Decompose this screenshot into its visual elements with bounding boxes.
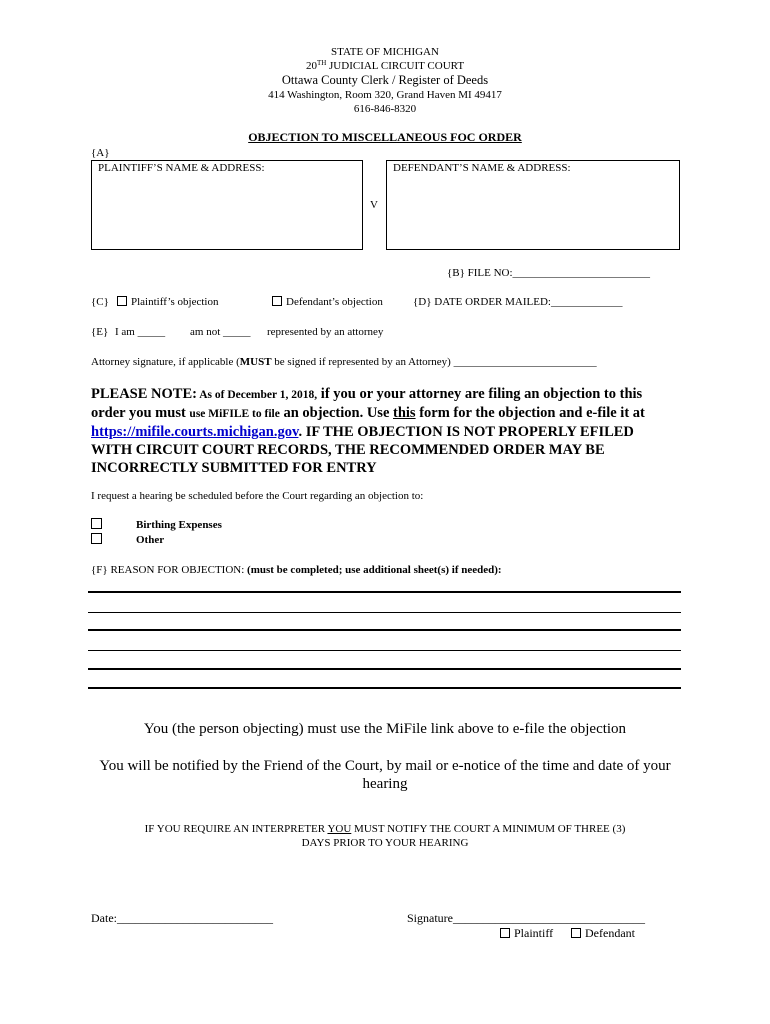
mifile-link[interactable]: https://mifile.courts.michigan.gov xyxy=(91,424,299,440)
plaintiff-name-address-box[interactable] xyxy=(91,160,363,250)
plaintiff-objection-checkbox[interactable] xyxy=(117,296,127,306)
court-header-phone: 616-846-8320 xyxy=(353,103,417,115)
interpreter-notice-line1: IF YOU REQUIRE AN INTERPRETER YOU MUST NOTIFY THE COURT A MINIMUM OF THREE (3) xyxy=(144,823,626,835)
section-a-tag: {A} xyxy=(91,147,110,159)
court-header-clerk: Ottawa County Clerk / Register of Deeds xyxy=(281,73,489,87)
court-header-circuit: 20TH JUDICIAL CIRCUIT COURT xyxy=(305,59,465,72)
reason-line[interactable] xyxy=(88,650,681,651)
form-title: OBJECTION TO MISCELLANEOUS FOC ORDER xyxy=(248,130,522,144)
please-note-notice: PLEASE NOTE: As of December 1, 2018, if you or your attorney are filing an objection to this order you must use MiFILE to file an objection. Use this form for the objection and e-file it at https://mifile.courts.michigan.gov. IF THE OBJECTION IS NOT PROPERLY EFILED WITH CIRCUIT COURT RECORDS, THE RECOMMENDED ORDER MAY BE INCORRECTLY SUBMITTED FOR ENTRY xyxy=(91,386,645,476)
notification-instruction-line1: You will be notified by the Friend of the Court, by mail or e-notice of the time and date of your xyxy=(99,758,671,774)
court-header-address: 414 Washington, Room 320, Grand Haven MI 49417 xyxy=(268,89,502,101)
signature-field[interactable]: Signature________________________________ xyxy=(407,911,645,925)
court-header-state: STATE OF MICHIGAN xyxy=(331,46,439,58)
defendant-label: DEFENDANT’S NAME & ADDRESS: xyxy=(393,162,571,174)
birthing-expenses-label: Birthing Expenses xyxy=(136,519,222,531)
am-not-field[interactable]: am not _____ xyxy=(190,326,251,338)
date-field[interactable]: Date:__________________________ xyxy=(91,911,273,925)
plaintiff-objection-option[interactable]: Plaintiff’s objection xyxy=(117,296,218,309)
attorney-signature-field[interactable]: Attorney signature, if applicable (MUST be signed if represented by an Attorney) __________________________ xyxy=(91,356,597,368)
mifile-instruction: You (the person objecting) must use the MiFile link above to e-file the objection xyxy=(143,721,627,737)
defendant-name-address-box[interactable] xyxy=(386,160,680,250)
birthing-expenses-checkbox[interactable] xyxy=(91,518,102,529)
date-order-mailed-field[interactable]: {D} DATE ORDER MAILED:_____________ xyxy=(413,296,623,308)
reason-line[interactable] xyxy=(88,629,681,631)
represented-label: represented by an attorney xyxy=(267,326,384,338)
reason-line[interactable] xyxy=(88,668,681,670)
section-c-tag: {C} xyxy=(91,296,109,308)
section-e-tag: {E} xyxy=(91,326,109,338)
reason-line[interactable] xyxy=(88,612,681,613)
plaintiff-label: PLAINTIFF’S NAME & ADDRESS: xyxy=(98,162,265,174)
signer-plaintiff-checkbox[interactable] xyxy=(500,928,510,938)
signer-plaintiff-option[interactable]: Plaintiff xyxy=(500,926,553,940)
signer-defendant-checkbox[interactable] xyxy=(571,928,581,938)
reason-for-objection-label: {F} REASON FOR OBJECTION: (must be completed; use additional sheet(s) if needed): xyxy=(91,564,502,576)
file-number-field[interactable]: {B} FILE NO:_________________________ xyxy=(447,267,651,279)
other-label: Other xyxy=(136,534,165,546)
defendant-objection-checkbox[interactable] xyxy=(272,296,282,306)
reason-line[interactable] xyxy=(88,591,681,593)
other-checkbox[interactable] xyxy=(91,533,102,544)
notification-instruction-line2: hearing xyxy=(362,776,408,792)
defendant-objection-option[interactable]: Defendant’s objection xyxy=(272,296,383,309)
signer-defendant-option[interactable]: Defendant xyxy=(571,926,635,940)
interpreter-notice-line2: DAYS PRIOR TO YOUR HEARING xyxy=(301,837,469,849)
i-am-field[interactable]: I am _____ xyxy=(115,326,166,338)
reason-line[interactable] xyxy=(88,687,681,689)
versus-label: V xyxy=(370,199,378,211)
hearing-request-text: I request a hearing be scheduled before the Court regarding an objection to: xyxy=(91,490,424,502)
